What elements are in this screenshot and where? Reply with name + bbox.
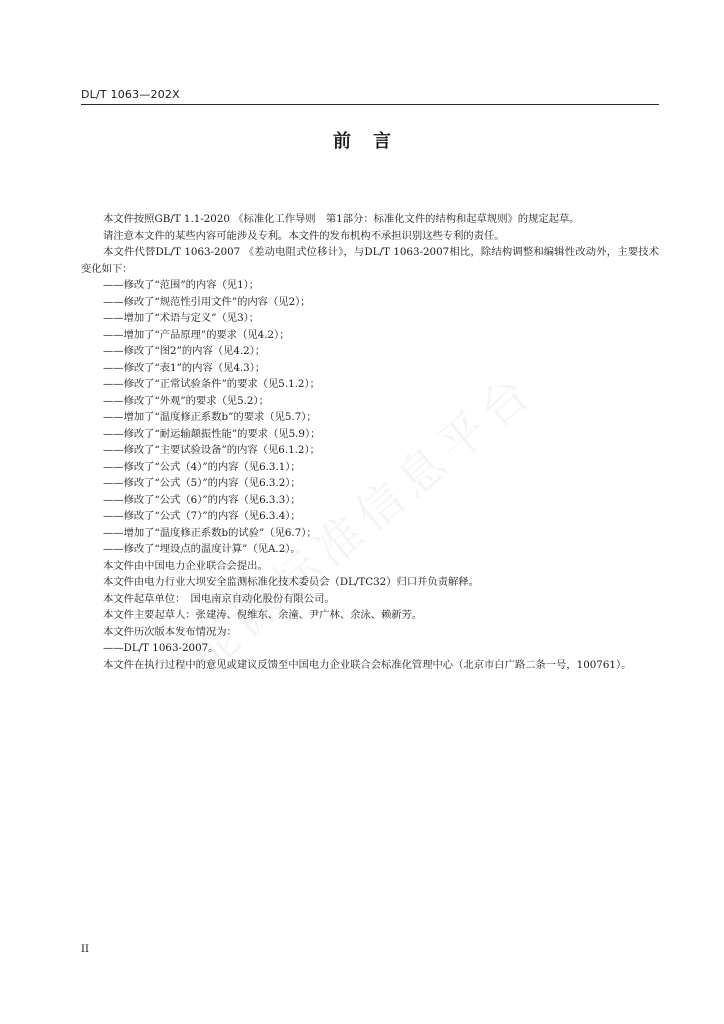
paragraph-proposed-by: 本文件由中国电力企业联合会提出。 bbox=[103, 559, 268, 572]
list-item: ——修改了“公式（4）”的内容（见6.3.1）； bbox=[103, 460, 301, 473]
history-item: ——DL/T 1063-2007。 bbox=[103, 642, 219, 654]
list-item: ——修改了“公式（5）”的内容（见6.3.2）； bbox=[103, 477, 301, 489]
list-item: ——修改了“耐运输颠振性能”的要求（见5.9）； bbox=[103, 427, 321, 440]
document-code: DL/T 1063—202X bbox=[81, 88, 180, 101]
paragraph-drafters: 本文件主要起草人：张建涛、倪维东、余潼、尹广林、余泳、赖新芳。 bbox=[103, 609, 423, 621]
list-item: ——修改了“图2”的内容（见4.2）； bbox=[103, 345, 266, 357]
list-item: ——修改了“外观”的要求（见5.2）； bbox=[103, 394, 269, 407]
paragraph-patent-notice: 请注意本文件的某些内容可能涉及专利。本文件的发布机构不承担识别这些专利的责任。 bbox=[103, 229, 505, 242]
page-title: 前言 bbox=[333, 131, 413, 152]
list-item: ——修改了“范围”的内容（见1）； bbox=[103, 279, 260, 291]
paragraph-replacement: 本文件代替DL/T 1063-2007 《差动电阻式位移计》，与DL/T 1063-2007相比，除结构调整和编辑性改动外，主要技术变化如下： bbox=[81, 246, 659, 275]
list-item: ——增加了“产品原理”的要求（见4.2）； bbox=[103, 328, 290, 341]
paragraph-drafting-rules: 本文件按照GB/T 1.1-2020 《标准化工作导则 第1部分：标准化文件的结构和起草规则》的规定起草。 bbox=[103, 213, 580, 225]
list-item: ——增加了“术语与定义”（见3）； bbox=[103, 312, 260, 324]
list-item: ——修改了“埋设点的温度计算”（见A.2）。 bbox=[103, 543, 301, 555]
list-item: ——修改了“公式（6）”的内容（见6.3.3）； bbox=[103, 493, 301, 506]
list-item: ——修改了“主要试验设备”的内容（见6.1.2）； bbox=[103, 444, 320, 456]
list-item: ——修改了“表1”的内容（见4.3）； bbox=[103, 361, 266, 374]
list-item: ——增加了“温度修正系数b”的要求（见5.7）； bbox=[103, 411, 317, 423]
list-item: ——修改了“正常试验条件”的要求（见5.1.2）； bbox=[103, 378, 320, 390]
page-number: II bbox=[81, 944, 89, 955]
paragraph-feedback: 本文件在执行过程中的意见或建议反馈至中国电力企业联合会标准化管理中心（北京市白广路二条一号，100761）。 bbox=[103, 658, 632, 671]
paragraph-history-intro: 本文件历次版本发布情况为： bbox=[103, 625, 237, 638]
list-item: ——增加了“温度修正系数b的试验”（见6.7）； bbox=[103, 526, 317, 539]
paragraph-managed-by: 本文件由电力行业大坝安全监测标准化技术委员会（DL/TC32）归口并负责解释。 bbox=[103, 576, 479, 588]
header-rule bbox=[81, 104, 659, 105]
paragraph-drafting-unit: 本文件起草单位： 国电南京自动化股份有限公司。 bbox=[103, 592, 335, 605]
list-item: ——修改了“公式（7）”的内容（见6.3.4）； bbox=[103, 510, 301, 522]
foreword-body bbox=[81, 211, 659, 673]
list-item: ——修改了“规范性引用文件”的内容（见2）； bbox=[103, 295, 311, 308]
